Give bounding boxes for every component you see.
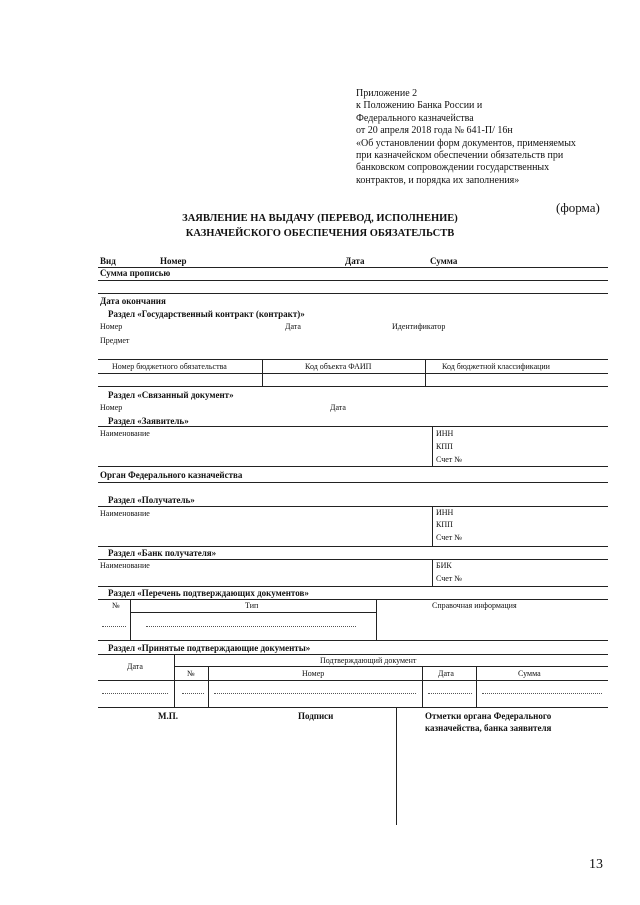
applicant-inn-label: ИНН <box>436 429 454 438</box>
form-label: (форма) <box>556 200 600 215</box>
confirm-col-type: Тип <box>245 601 259 610</box>
bank-name-label: Наименование <box>100 561 150 570</box>
code-budget-obligation: Номер бюджетного обязательства <box>112 362 227 371</box>
divider <box>425 359 426 386</box>
divider <box>432 426 433 466</box>
divider <box>98 586 608 587</box>
recipient-name-label: Наименование <box>100 509 150 518</box>
divider <box>98 359 608 360</box>
field-data-okonchaniya: Дата окончания <box>100 296 166 306</box>
field-summa: Сумма <box>430 256 458 266</box>
divider <box>98 680 608 681</box>
placeholder-dots <box>102 693 168 694</box>
section-accepted-docs-title: Раздел «Принятые подтверждающие документы» <box>108 643 311 653</box>
appendix-line: контрактов, и порядка их заполнения» <box>356 174 520 186</box>
treasury-marks-line1: Отметки органа Федерального <box>425 711 552 721</box>
placeholder-dots <box>214 693 416 694</box>
divider <box>422 666 423 707</box>
page-number: 13 <box>589 857 603 872</box>
applicant-kpp-label: КПП <box>436 442 453 451</box>
divider <box>98 640 608 641</box>
divider <box>208 666 209 707</box>
section-confirm-docs-title: Раздел «Перечень подтверждающих документов» <box>108 588 309 598</box>
bank-bik-label: БИК <box>436 561 452 570</box>
signatures-label: Подписи <box>298 711 334 721</box>
divider <box>98 546 608 547</box>
appendix-line: при казначейском обеспечении обязательств при <box>356 150 564 162</box>
divider <box>98 506 608 507</box>
accepted-group-header: Подтверждающий документ <box>320 656 417 665</box>
divider <box>98 466 608 467</box>
appendix-line: Федерального казначейства <box>356 112 474 124</box>
accepted-col-data: Дата <box>438 669 454 678</box>
divider <box>98 599 608 600</box>
section-contract-title: Раздел «Государственный контракт (контракт)» <box>108 309 305 319</box>
divider <box>174 666 608 667</box>
confirm-col-info: Справочная информация <box>432 601 517 610</box>
linked-nomer-label: Номер <box>100 403 123 412</box>
divider <box>98 280 608 281</box>
contract-identifier-label: Идентификатор <box>392 322 446 331</box>
placeholder-dots <box>146 626 356 627</box>
confirm-col-no: № <box>112 601 120 610</box>
accepted-col-no: № <box>187 669 195 678</box>
accepted-col-nomer: Номер <box>302 669 325 678</box>
accepted-col-date: Дата <box>127 662 143 671</box>
section-recipient-bank-title: Раздел «Банк получателя» <box>108 548 217 558</box>
divider <box>98 267 608 268</box>
divider <box>98 386 608 387</box>
divider <box>98 293 608 294</box>
form-title-line1: ЗАЯВЛЕНИЕ НА ВЫДАЧУ (ПЕРЕВОД, ИСПОЛНЕНИЕ) <box>182 213 458 224</box>
code-budget-classification: Код бюджетной классификации <box>442 362 550 371</box>
linked-data-label: Дата <box>330 403 346 412</box>
field-summa-propisyu: Сумма прописью <box>100 268 171 278</box>
recipient-account-label: Счет № <box>436 533 462 542</box>
code-faip: Код объекта ФАИП <box>305 362 372 371</box>
accepted-col-summa: Сумма <box>518 669 541 678</box>
divider <box>98 482 608 483</box>
divider <box>130 599 131 640</box>
divider <box>432 559 433 586</box>
divider <box>476 666 477 707</box>
placeholder-dots <box>182 693 204 694</box>
placeholder-dots <box>428 693 472 694</box>
bank-account-label: Счет № <box>436 574 462 583</box>
divider <box>396 707 397 825</box>
treasury-marks-line2: казначейства, банка заявителя <box>425 723 552 733</box>
treasury-body-label: Орган Федерального казначейства <box>100 470 243 480</box>
field-vid: Вид <box>100 256 116 266</box>
appendix-block <box>356 88 576 187</box>
divider <box>130 612 376 613</box>
divider <box>262 359 263 386</box>
divider <box>98 707 608 708</box>
applicant-name-label: Наименование <box>100 429 150 438</box>
divider <box>98 373 608 374</box>
divider <box>98 426 608 427</box>
stamp-mp: М.П. <box>158 711 178 721</box>
appendix-line: от 20 апреля 2018 года № 641-П/ 16н <box>356 125 513 137</box>
placeholder-dots <box>102 626 126 627</box>
field-nomer: Номер <box>160 256 187 266</box>
recipient-kpp-label: КПП <box>436 520 453 529</box>
divider <box>98 559 608 560</box>
form-title-line2: КАЗНАЧЕЙСКОГО ОБЕСПЕЧЕНИЯ ОБЯЗАТЕЛЬСТВ <box>185 228 455 239</box>
contract-nomer-label: Номер <box>100 322 123 331</box>
section-recipient-title: Раздел «Получатель» <box>108 495 195 505</box>
recipient-inn-label: ИНН <box>436 508 454 517</box>
placeholder-dots <box>482 693 602 694</box>
appendix-line: Приложение 2 <box>356 88 418 99</box>
applicant-account-label: Счет № <box>436 455 462 464</box>
divider <box>432 506 433 546</box>
appendix-line: к Положению Банка России и <box>356 100 483 112</box>
field-data: Дата <box>345 256 365 266</box>
appendix-line: банковском сопровождении государственных <box>356 162 550 174</box>
section-applicant-title: Раздел «Заявитель» <box>108 416 189 426</box>
section-linked-doc-title: Раздел «Связанный документ» <box>108 390 234 400</box>
divider <box>376 599 377 640</box>
contract-data-label: Дата <box>285 322 301 331</box>
contract-predmet-label: Предмет <box>100 336 130 345</box>
appendix-line: «Об установлении форм документов, применяемых <box>356 137 576 149</box>
